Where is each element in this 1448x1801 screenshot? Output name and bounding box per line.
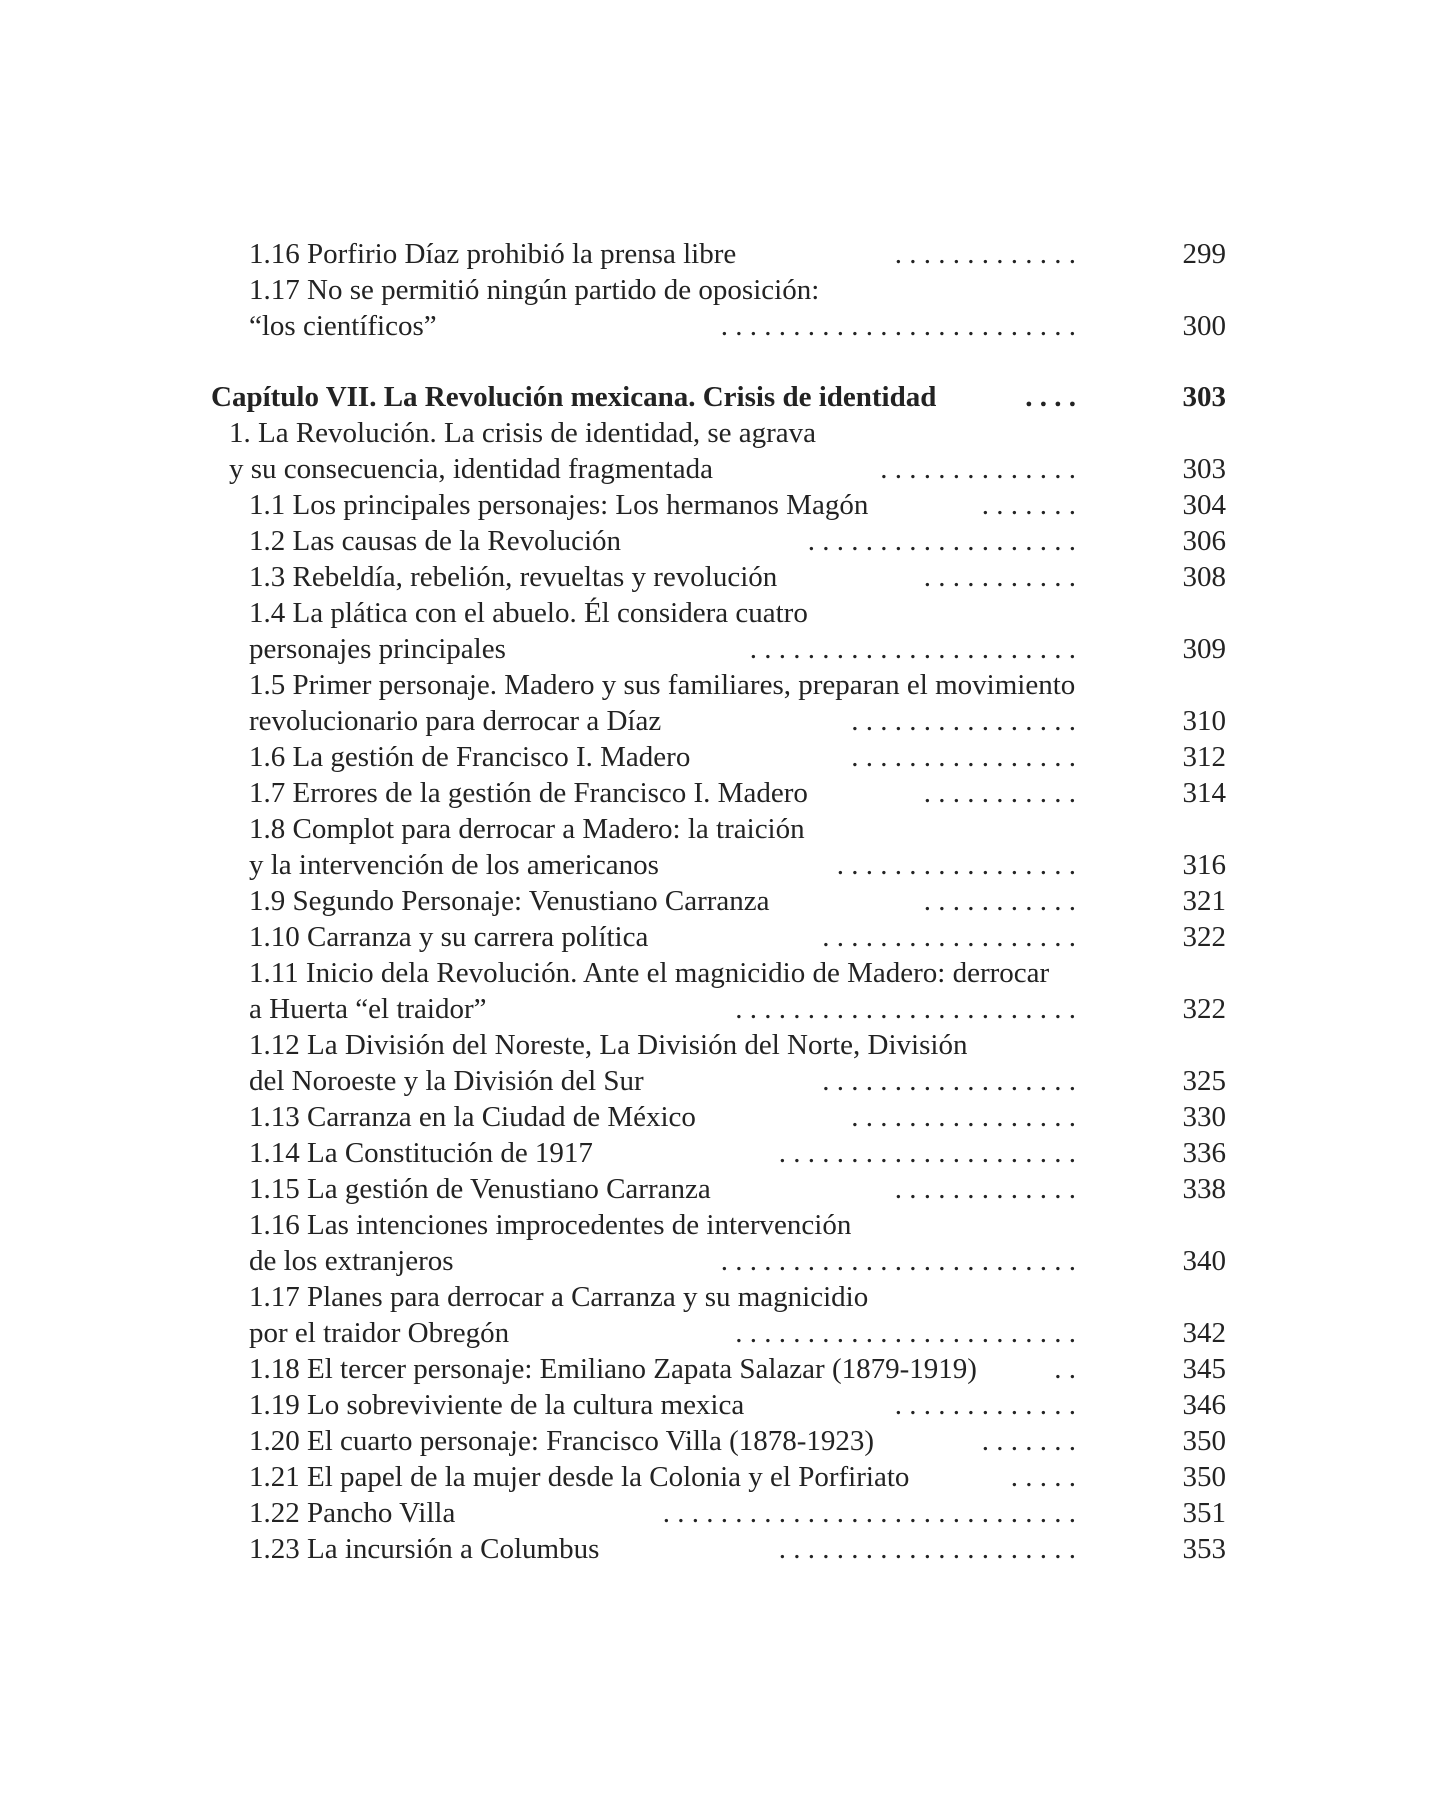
- dot-leader: . . . . . . . . . . . . .: [894, 1389, 1076, 1421]
- toc-entry: [0, 1315, 1448, 1351]
- dot-leader: . . . . .: [1010, 1461, 1076, 1493]
- toc-entry-title: del Noroeste y la División del Sur: [249, 1065, 644, 1097]
- toc-entry: [0, 451, 1448, 487]
- toc-entry: [0, 1279, 1448, 1315]
- toc-page-number: 316: [1182, 849, 1226, 881]
- dot-leader: . . . . . . . . . . . . . . . . . . . . . . . .: [735, 993, 1076, 1025]
- toc-page-number: 330: [1182, 1101, 1226, 1133]
- toc-page-number: 303: [1182, 453, 1226, 485]
- toc-entry-title: 1.2 Las causas de la Revolución: [249, 525, 622, 557]
- toc-entry: [0, 775, 1448, 811]
- toc-entry-title: 1.8 Complot para derrocar a Madero: la traición: [249, 813, 805, 845]
- toc-entry: [0, 272, 1448, 308]
- toc-entry-title: 1. La Revolución. La crisis de identidad, se agrava: [229, 417, 817, 449]
- toc-entry: [0, 667, 1448, 703]
- dot-leader: . . . . . . . . . . . . . . . .: [851, 705, 1076, 737]
- toc-page-number: 304: [1182, 489, 1226, 521]
- dot-leader: . . . . . . . . . . . . . . . . . . . . . . . .: [735, 1317, 1076, 1349]
- toc-page-number: 308: [1182, 561, 1226, 593]
- toc-entry: [0, 1171, 1448, 1207]
- toc-page-number: 312: [1182, 741, 1226, 773]
- toc-entry: [0, 487, 1448, 523]
- toc-entry-title: 1.4 La plática con el abuelo. Él considera cuatro: [249, 597, 808, 629]
- toc-entry-title: y su consecuencia, identidad fragmentada: [229, 453, 713, 485]
- toc-entry: [0, 1099, 1448, 1135]
- toc-entry-title: personajes principales: [249, 633, 506, 665]
- toc-entry: [0, 1135, 1448, 1171]
- toc-entry: [0, 1531, 1448, 1567]
- toc-entry: [0, 991, 1448, 1027]
- dot-leader: . . . . . . . . . . . . . . . . .: [836, 849, 1076, 881]
- toc-entry-title: 1.22 Pancho Villa: [249, 1497, 456, 1529]
- toc-entry-title: de los extranjeros: [249, 1245, 454, 1277]
- dot-leader: . . . . . . . . . . . . . . . .: [851, 741, 1076, 773]
- toc-page-number: 342: [1182, 1317, 1226, 1349]
- toc-entry: [0, 308, 1448, 344]
- toc-entry-title: “los científicos”: [249, 310, 437, 342]
- toc-entry: [0, 919, 1448, 955]
- toc-entry: [0, 1459, 1448, 1495]
- dot-leader: . . . . . . . . . . . . . . . . . . . . . . . . .: [720, 310, 1076, 342]
- toc-entry-title: 1.16 Porfirio Díaz prohibió la prensa libre: [249, 238, 737, 270]
- toc-entry-title: 1.17 No se permitió ningún partido de oposición:: [249, 274, 820, 306]
- toc-entry: [0, 1243, 1448, 1279]
- dot-leader: . . . . . . . . . . . . . .: [880, 453, 1076, 485]
- toc-entry: [0, 739, 1448, 775]
- toc-entry: [0, 1063, 1448, 1099]
- toc-page-number: 300: [1182, 310, 1226, 342]
- chapter-heading: [0, 379, 1448, 415]
- toc-entry-title: 1.12 La División del Noreste, La División del Norte, División: [249, 1029, 968, 1061]
- toc-entry-title: 1.18 El tercer personaje: Emiliano Zapata Salazar (1879-1919): [249, 1353, 977, 1385]
- dot-leader: . . . . . . . . . . .: [923, 777, 1076, 809]
- toc-entry: [0, 1423, 1448, 1459]
- toc-entry-title: 1.17 Planes para derrocar a Carranza y su magnicidio: [249, 1281, 869, 1313]
- toc-page-number: 309: [1182, 633, 1226, 665]
- toc-page-number: 353: [1182, 1533, 1226, 1565]
- toc-page-number: 351: [1182, 1497, 1226, 1529]
- toc-entry-title: 1.21 El papel de la mujer desde la Colonia y el Porfiriato: [249, 1461, 910, 1493]
- toc-entry-title: 1.16 Las intenciones improcedentes de intervención: [249, 1209, 852, 1241]
- toc-entry-title: y la intervención de los americanos: [249, 849, 659, 881]
- dot-leader: . . . . . . . . . . . . . . . . . .: [822, 1065, 1076, 1097]
- toc-page-number: 350: [1182, 1461, 1226, 1493]
- dot-leader: . . . . . . . . . . .: [923, 561, 1076, 593]
- toc-page-number: 345: [1182, 1353, 1226, 1385]
- toc-entry: [0, 1207, 1448, 1243]
- toc-page-number: 314: [1182, 777, 1226, 809]
- toc-entry-title: 1.3 Rebeldía, rebelión, revueltas y revolución: [249, 561, 778, 593]
- toc-page-number: 310: [1182, 705, 1226, 737]
- toc-page-number: 299: [1182, 238, 1226, 270]
- toc-page-number: 322: [1182, 921, 1226, 953]
- toc-entry-title: a Huerta “el traidor”: [249, 993, 487, 1025]
- toc-page-number: 322: [1182, 993, 1226, 1025]
- dot-leader: . . . . . . . . . . . . . . . . . . . . . . . . . . . . .: [662, 1497, 1076, 1529]
- toc-entry: [0, 631, 1448, 667]
- toc-page-number: 338: [1182, 1173, 1226, 1205]
- section-gap: [0, 344, 1448, 379]
- toc-entry-title: 1.23 La incursión a Columbus: [249, 1533, 600, 1565]
- toc-entry-title: 1.9 Segundo Personaje: Venustiano Carranza: [249, 885, 770, 917]
- toc-entry: [0, 1495, 1448, 1531]
- dot-leader: . . . . . . . . . . . . .: [894, 238, 1076, 270]
- toc-entry: [0, 703, 1448, 739]
- toc-entry: [0, 415, 1448, 451]
- dot-leader: . . . . . . . . . . . . .: [894, 1173, 1076, 1205]
- toc-entry: [0, 1387, 1448, 1423]
- dot-leader: . . . . . . . . . . . . . . . .: [851, 1101, 1076, 1133]
- dot-leader: . .: [1054, 1353, 1076, 1385]
- toc-page-number: 325: [1182, 1065, 1226, 1097]
- toc-entry-title: 1.13 Carranza en la Ciudad de México: [249, 1101, 696, 1133]
- toc-page-number: 336: [1182, 1137, 1226, 1169]
- toc-entry-title: 1.15 La gestión de Venustiano Carranza: [249, 1173, 711, 1205]
- toc-entry: [0, 559, 1448, 595]
- toc-page-number: 306: [1182, 525, 1226, 557]
- dot-leader: . . . . . . . . . . . . . . . . . . . . .: [778, 1137, 1076, 1169]
- toc-entry-title: por el traidor Obregón: [249, 1317, 510, 1349]
- toc-entry-title: 1.5 Primer personaje. Madero y sus familiares, preparan el movimiento: [249, 669, 1076, 701]
- toc-page-number: 340: [1182, 1245, 1226, 1277]
- toc-entry: [0, 236, 1448, 272]
- toc-entry: [0, 595, 1448, 631]
- toc-entry-title: 1.1 Los principales personajes: Los hermanos Magón: [249, 489, 869, 521]
- toc-entry-title: 1.10 Carranza y su carrera política: [249, 921, 649, 953]
- dot-leader: . . . . . . . . . . . . . . . . . . . . . . .: [749, 633, 1076, 665]
- toc-entry-title: 1.14 La Constitución de 1917: [249, 1137, 593, 1169]
- toc-page-number: 350: [1182, 1425, 1226, 1457]
- toc-entry: [0, 847, 1448, 883]
- toc-page-number: 346: [1182, 1389, 1226, 1421]
- toc-page-number: 303: [1182, 381, 1226, 413]
- toc-entry-title: revolucionario para derrocar a Díaz: [249, 705, 662, 737]
- toc-entry: [0, 523, 1448, 559]
- toc-entry: [0, 811, 1448, 847]
- toc-entry-title: 1.6 La gestión de Francisco I. Madero: [249, 741, 691, 773]
- toc-entry-title: 1.7 Errores de la gestión de Francisco I. Madero: [249, 777, 808, 809]
- dot-leader: . . . . . . .: [981, 489, 1076, 521]
- toc-entry: [0, 1027, 1448, 1063]
- dot-leader: . . . . . . . . . . . . . . . . . . .: [807, 525, 1076, 557]
- toc-entry-title: 1.11 Inicio dela Revolución. Ante el magnicidio de Madero: derrocar: [249, 957, 1050, 989]
- dot-leader: . . . . . . . . . . .: [923, 885, 1076, 917]
- dot-leader: . . . . . . . . . . . . . . . . . . . . .: [778, 1533, 1076, 1565]
- dot-leader: . . . . . . . . . . . . . . . . . . . . . . . . .: [720, 1245, 1076, 1277]
- toc-entry: [0, 955, 1448, 991]
- dot-leader: . . . . . . .: [981, 1425, 1076, 1457]
- toc-entry: [0, 1351, 1448, 1387]
- dot-leader: . . . . . . . . . . . . . . . . . .: [822, 921, 1076, 953]
- toc-entry-title: Capítulo VII. La Revolución mexicana. Crisis de identidad: [211, 381, 937, 413]
- table-of-contents: [0, 236, 1448, 1567]
- toc-entry-title: 1.20 El cuarto personaje: Francisco Villa (1878-1923): [249, 1425, 875, 1457]
- toc-page-number: 321: [1182, 885, 1226, 917]
- toc-entry-title: 1.19 Lo sobreviviente de la cultura mexica: [249, 1389, 745, 1421]
- toc-entry: [0, 883, 1448, 919]
- dot-leader: . . . .: [1025, 381, 1076, 413]
